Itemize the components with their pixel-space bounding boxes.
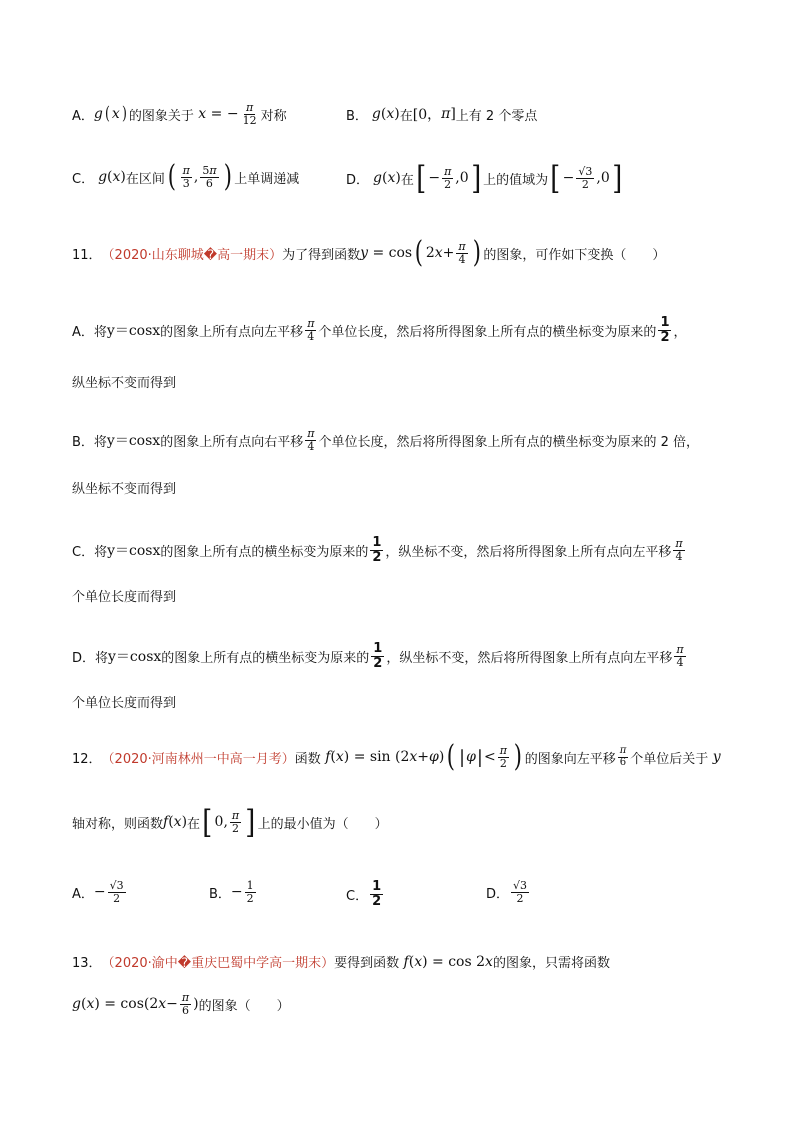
q11-option-a-line2: 纵坐标不变而得到 <box>72 376 177 391</box>
q11-option-b: B．将 y＝cosx 的图象上所有点向右平移 $\frac{\pi}{4}$ 个单位长度，然后将所得图象上所有点的横坐标变为原来的 2 倍， <box>72 427 699 453</box>
option-label: A． <box>72 108 94 124</box>
q12-option-a: A． − $\frac{√3}{2}$ <box>72 879 124 905</box>
q12-option-c: C． $\frac{1}{2}$ <box>346 879 382 909</box>
q11-option-a: A．将 y＝cosx 的图象上所有点向左平移 $\frac{\pi}{4}$ 个单位长度，然后将所得图象上所有点的横坐标变为原来的 $\frac{1}{2}$ ， <box>72 315 687 345</box>
q11-option-d-line2: 个单位长度而得到 <box>72 696 177 711</box>
question-source: （2020·渝中�重庆巴蜀中学高一期末） <box>101 956 335 971</box>
question-source: （2020·山东聊城�高一期末） <box>101 247 283 263</box>
question-number: 11． <box>72 247 102 263</box>
q10-option-a: A． g ( x ) 的图象关于 x = − $\frac{\pi}{12}$ 对称 <box>72 101 287 127</box>
q13-stem-line2: g ( x ) = cos(2 x − $\frac{\pi}{6}$ ) 的图象（ ） <box>72 991 290 1017</box>
q12-option-b: B． − $\frac{1}{2}$ <box>209 879 254 905</box>
fraction: $\frac{\pi}{12}$ <box>242 101 257 127</box>
q11-stem: 11． （2020·山东聊城�高一期末） 为了得到函数 y = cos ( 2 x + $\frac{\pi}{4}$ ) 的图象，可作如下变换（ ） <box>72 235 666 270</box>
q10-option-b: B． g ( x ) 在 [0， π ] 上有 2 个零点 <box>346 106 538 124</box>
q12-option-d: D． $\frac{√3}{2}$ <box>486 879 528 905</box>
question-number: 12． <box>72 751 102 767</box>
question-number: 13． <box>72 956 102 971</box>
q12-stem: 12． （2020·河南林州一中高一月考） 函数 f ( x ) = sin (2 x + φ ) ( | φ | < $\frac{\pi}{2}$ ) 的图象向左平移 $\frac{\pi}{6}$ 个单位后关于 y <box>72 739 721 774</box>
q10-option-d: D． g ( x ) 在 [ − $\frac{\pi}{2}$ ,0 ] 上的值域为 [ − $\frac{√3}{2}$ ,0 ] <box>346 159 622 197</box>
q10-option-c: C． g ( x ) 在区间 ( $\frac{\pi}{3}$ , $\frac{5\pi}{6}$ ) 上单调递减 <box>72 159 300 194</box>
question-source: （2020·河南林州一中高一月考） <box>101 751 295 767</box>
q11-option-b-line2: 纵坐标不变而得到 <box>72 482 177 497</box>
q11-option-c-line2: 个单位长度而得到 <box>72 590 177 605</box>
q11-option-c: C．将 y＝cosx 的图象上所有点的横坐标变为原来的 $\frac{1}{2}$ ，纵坐标不变，然后将所得图象上所有点向左平移 $\frac{\pi}{4}$ <box>72 535 683 565</box>
q13-stem: 13． （2020·渝中�重庆巴蜀中学高一期末） 要得到函数 f ( x ) = cos 2 x 的图象，只需将函数 <box>72 953 610 971</box>
q12-stem-line2: 轴对称，则函数 f ( x ) 在 [ 0, $\frac{\pi}{2}$ ] 上的最小值为（ ） <box>72 803 388 841</box>
q11-option-d: D．将 y＝cosx 的图象上所有点的横坐标变为原来的 $\frac{1}{2}$ ，纵坐标不变，然后将所得图象上所有点向左平移 $\frac{\pi}{4}$ <box>72 641 684 671</box>
